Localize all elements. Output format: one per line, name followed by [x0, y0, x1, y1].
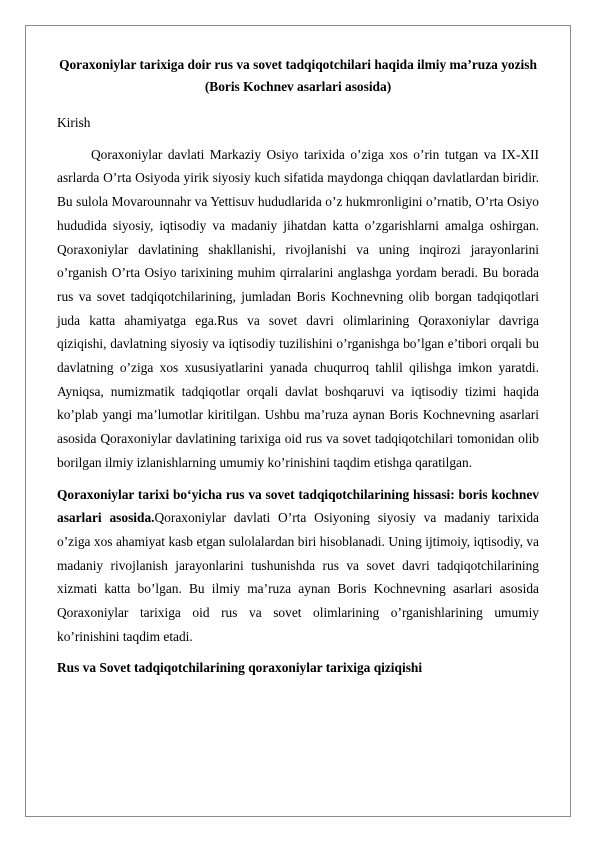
section1-body: Qoraxoniylar davlati O’rta Osiyoning siyosiy va madaniy tarixida o’ziga xos ahamiyat kasb etgan sulolalardan biri hisoblanadi. Uning ijtimoiy, iqtisodiy, va madaniy rivojlanish jarayonlarini tushunishda rus va sovet davri tadqiqotchilarining xizmati katta bo’lgan. Bu ilmiy ma’ruza aynan Boris Kochnevning asarlari asosida Qoraxoniylar tarixiga oid rus va sovet olimlarining o’rganishlarining umumiy ko’rinishini taqdim etadi.	[57, 510, 539, 644]
document-title: Qoraxoniylar tarixiga doir rus va sovet tadqiqotchilari haqida ilmiy ma’ruza yozish (Boris Kochnev asarlari asosida)	[59, 57, 537, 94]
section2-heading: Rus va Sovet tadqiqotchilarining qoraxoniylar tarixiga qiziqishi	[57, 660, 423, 676]
intro-label: Kirish	[57, 115, 91, 130]
section1-paragraph	[57, 483, 539, 649]
intro-paragraph: Qoraxoniylar davlati Markaziy Osiyo tarixida o’ziga xos o’rin tutgan va IX-XII asrlarda O’rta Osiyoda yirik siyosiy kuch sifatida maydonga chiqqan davlatlardan biridir. Bu sulola Movarounnahr va Yettisuv hududlarida o’z hukmronligini o’rnatib, O’rta Osiyo hududida siyosiy, iqtisodiy va madaniy jihatdan katta o’zgarishlarni amalga oshirgan. Qoraxoniylar davlatining shakllanishi, rivojlanishi va uning inqirozi jarayonlarini o’rganish O’rta Osiyo tarixining muhim qirralarini anglashga yordam beradi. Bu borada rus va sovet tadqiqotchilarining, jumladan Boris Kochnevning olib borgan tadqiqotlari juda katta ahamiyatga ega.Rus va sovet davri olimlarining Qoraxoniylar davriga qiziqishi, davlatning siyosiy va iqtisodiy tuzilishini o’rganishga bo’lgan e’tibori orqali bu davlatning o’ziga xos xususiyatlarini yanada chuqurroq tahlil qilishga imkon yaratdi. Ayniqsa, numizmatik tadqiqotlar orqali davlat boshqaruvi va iqtisodiy tizimi haqida ko’plab yangi ma’lumotlar kiritilgan. Ushbu ma’ruza aynan Boris Kochnevning asarlari asosida Qoraxoniylar davlatining tarixiga oid rus va sovet tadqiqotchilari tomonidan olib borilgan ilmiy izlanishlarning umumiy ko’rinishini taqdim etishga qaratilgan.	[57, 146, 539, 470]
document-body	[57, 54, 539, 680]
section1-lead: Qoraxoniylar tarixi bo‘yicha rus va sovet tadqiqotchilarining hissasi: boris kochnev asarlari asosida.	[57, 486, 539, 526]
